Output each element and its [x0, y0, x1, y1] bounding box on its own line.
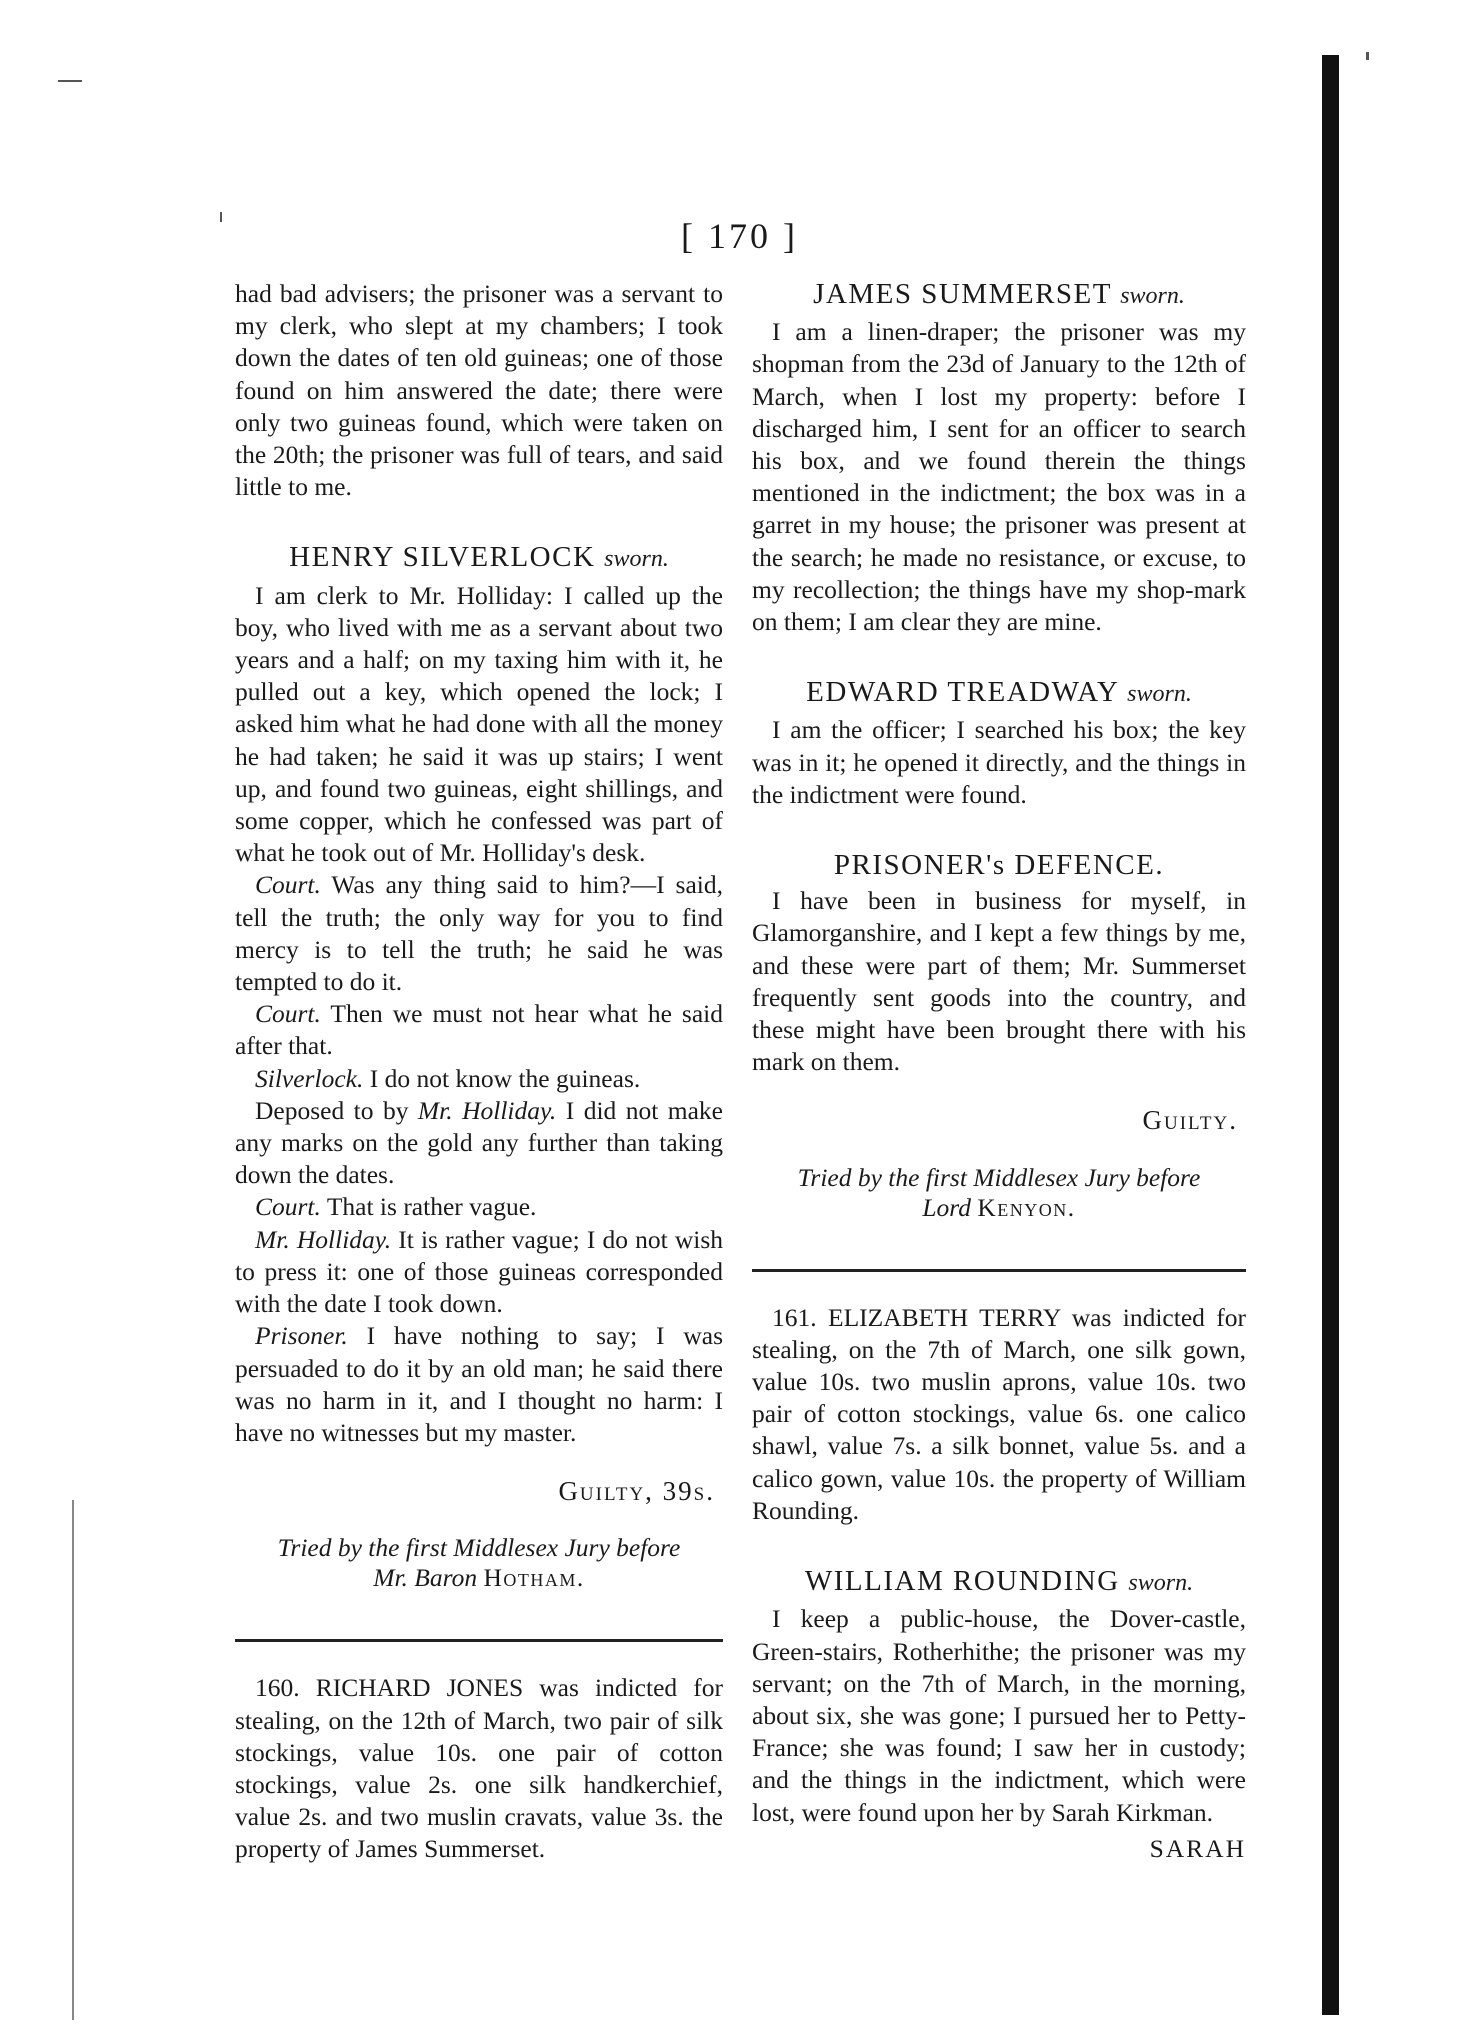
opening-paragraph: had bad advisers; the prisoner was a servant to my clerk, who slept at my chambers; I took down the dates of ten old guineas; one of those found on him answered the date; there were only two guineas found, which were taken on the 20th; the prisoner was full of tears, and said little to me.: [235, 279, 723, 502]
speech-text: Then we must not hear what he said after that.: [235, 999, 723, 1061]
defence-text: I have been in business for myself, in Glamorganshire, and I kept a few things by me, and these were part of them; Mr. Summerset frequently sent goods into the country, and these might have been brought there with his mark on them.: [752, 886, 1246, 1077]
exchange-court-3: [235, 1191, 723, 1223]
scan-speck: [58, 80, 82, 82]
catchword: SARAH: [1149, 1833, 1246, 1863]
right-column: [752, 278, 1246, 1865]
exchange-silverlock: [235, 1063, 723, 1095]
judge-name: Hotham.: [483, 1563, 585, 1593]
speaker-label: Mr. Holliday.: [255, 1224, 392, 1254]
scan-speck: [220, 212, 222, 222]
sworn-label: sworn.: [1127, 681, 1192, 708]
speaker-label: Silverlock.: [255, 1063, 364, 1093]
left-column: [235, 278, 723, 1866]
speaker-label: Prisoner.: [255, 1321, 348, 1351]
witness-heading-summerset: [752, 278, 1246, 312]
witness-name: WILLIAM ROUNDING: [804, 1565, 1120, 1598]
speaker-label: Court.: [255, 999, 321, 1029]
testimony-rounding: I keep a public-house, the Dover-castle, Green-stairs, Rotherhithe; the prisoner was my servant; on the 7th of March, in the morning, about six, she was gone; I pursued her to Petty-France; she was found; I saw her in custody; and the things in the indictment, which were lost, were found upon her by Sarah Kirkman.: [752, 1604, 1246, 1827]
judge-name: Kenyon.: [977, 1192, 1076, 1222]
jury-note-case-159: [235, 1533, 723, 1593]
speech-text: It is rather vague; I do not wish to press it: one of those guineas corresponded with the date I took down.: [235, 1224, 724, 1319]
defence-heading: PRISONER's DEFENCE.: [833, 849, 1165, 882]
judge-title: Mr. Baron: [373, 1563, 478, 1593]
speech-text: I do not know the guineas.: [369, 1063, 641, 1093]
witness-name: HENRY SILVERLOCK: [289, 541, 596, 574]
binding-shadow: [1322, 55, 1339, 2015]
jury-line-2: [752, 1193, 1246, 1223]
case-divider: [752, 1269, 1246, 1272]
testimony-summerset: I am a linen-draper; the prisoner was my shopman from the 23d of January to the 12th of March, when I lost my property: before I discharged him, I sent for an officer to search his box, and we found therein the things mentioned in the indictment; the box was in a garret in my house; the prisoner was present at the search; he made no resistance, or excuse, to my recollection; the things have my shop-mark on them; I am clear they are mine.: [752, 317, 1246, 637]
exchange-holliday: [235, 1224, 723, 1321]
jury-line-1: Tried by the first Middlesex Jury before: [797, 1162, 1201, 1192]
deposition-holliday: [235, 1095, 723, 1192]
verdict-case-160: Guilty.: [1142, 1105, 1238, 1136]
case-161-indictment: 161. ELIZABETH TERRY was indicted for stealing, on the 7th of March, one silk gown, value 10s. two muslin aprons, value 10s. two pair of cotton stockings, value 6s. one calico shawl, value 7s. a silk bonnet, value 5s. and a calico gown, value 10s. the property of William Rounding.: [752, 1302, 1246, 1525]
sworn-label: sworn.: [1120, 283, 1185, 309]
exchange-court-2: [235, 998, 723, 1062]
jury-line-1: Tried by the first Middlesex Jury before: [277, 1533, 681, 1563]
speaker-label: Court.: [255, 870, 321, 900]
sworn-label: sworn.: [604, 546, 669, 573]
testimony-silverlock: I am clerk to Mr. Holliday: I called up the boy, who lived with me as a servant about two years and a half; on my taxing him with it, he pulled out a key, which opened the lock; I asked him what he had done with all the money he had taken; he said it was up stairs; I went up, and found two guineas, eight shillings, and some copper, which he confessed was part of what he took out of Mr. Holliday's desk.: [235, 580, 723, 868]
speaker-label: Court.: [255, 1192, 321, 1222]
speech-text: That is rather vague.: [326, 1192, 537, 1222]
witness-name: EDWARD TREADWAY: [806, 676, 1119, 709]
witness-heading-rounding: [752, 1565, 1246, 1599]
case-divider: [235, 1639, 723, 1642]
deposed-name: Mr. Holliday.: [417, 1095, 557, 1125]
sworn-label: sworn.: [1128, 1570, 1194, 1597]
deposed-text: I did not make any marks on the gold any further than taking down the dates.: [235, 1095, 723, 1190]
speech-text: Was any thing said to him?—I said, tell the truth; the only way for you to find mercy is to tell the truth; he said he was tempted to do it.: [235, 870, 723, 997]
scan-speck: [1366, 52, 1369, 60]
witness-heading-silverlock: [235, 541, 723, 575]
verdict-case-159: Guilty, 39s.: [558, 1476, 715, 1507]
page-number: [ 170 ]: [681, 216, 798, 256]
jury-line-2: [235, 1563, 723, 1593]
speech-text: I have nothing to say; I was persuaded to do it by an old man; he said there was no harm in it, and I thought no harm: I have no witnesses but my master.: [235, 1321, 723, 1447]
witness-heading-treadway: [752, 676, 1246, 710]
judge-title: Lord: [922, 1192, 971, 1222]
case-160-indictment: 160. RICHARD JONES was indicted for stealing, on the 12th of March, two pair of silk stockings, value 10s. one pair of cotton stockings, value 2s. one silk handkerchief, value 2s. and two muslin cravats, value 3s. the property of James Summerset.: [235, 1673, 723, 1864]
exchange-court-1: [235, 869, 723, 998]
deposed-prefix: Deposed to by: [255, 1095, 409, 1125]
scan-edge: [72, 1500, 74, 2020]
jury-note-case-160: [752, 1163, 1246, 1223]
exchange-prisoner: [235, 1320, 723, 1449]
witness-name: JAMES SUMMERSET: [813, 278, 1112, 310]
testimony-treadway: I am the officer; I searched his box; the key was in it; he opened it directly, and the things in the indictment were found.: [752, 715, 1246, 809]
